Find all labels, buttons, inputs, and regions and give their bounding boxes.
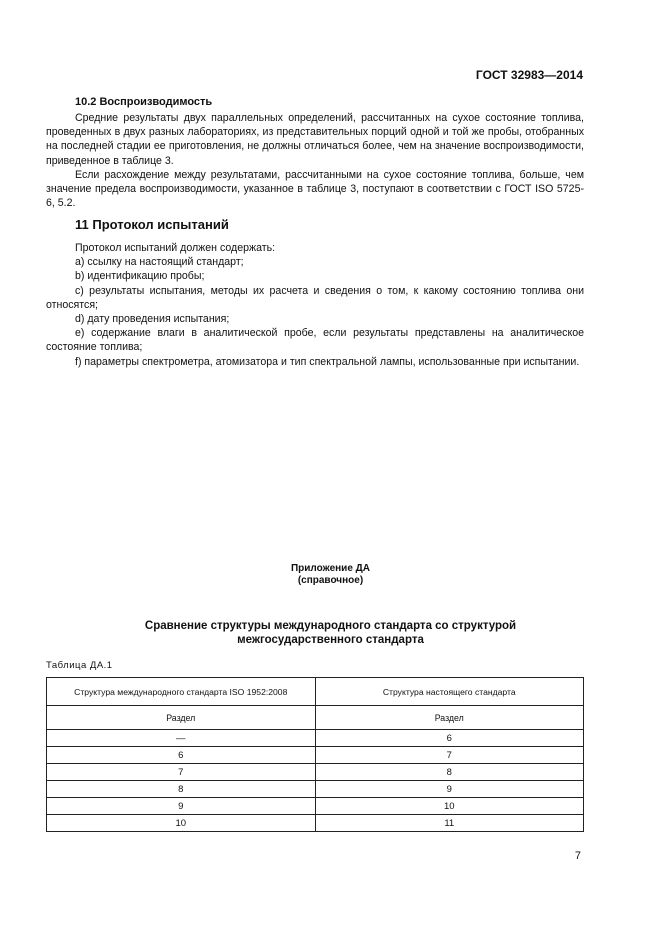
appendix-subtitle: (справочное) — [297, 575, 364, 586]
table-cell: 7 — [315, 747, 584, 764]
subheader-section: Раздел — [47, 706, 316, 730]
table-cell: — — [47, 730, 316, 747]
section-10-2-title: 10.2 Воспроизводимость — [75, 96, 213, 108]
paragraph: Средние результаты двух параллельных определений, рассчитанных на сухое состояние топлива, проведенных в двух разных лабораториях, из представительных порций одной и той же пробы, отобранных на последней стадии ее приготовления, не должны отличаться более, чем на значение воспроизводимости, приведенное в таблице 3. — [46, 112, 584, 167]
paragraph: Если расхождение между результатами, рассчитанными на сухое состояние топлива, больше, чем значение предела воспроизводимости, указанное в таблице 3, поступают в соответствии с ГОСТ ISO 5725-6, 5.2. — [46, 168, 584, 210]
column-header-international: Структура международного стандарта ISO 1952:2008 — [47, 678, 316, 706]
table-label: Таблица ДА.1 — [46, 660, 113, 671]
protocol-list — [46, 241, 584, 369]
comparison-table — [46, 677, 584, 832]
list-item: f) параметры спектрометра, атомизатора и тип спектральной лампы, использованные при испытании. — [75, 355, 580, 368]
section-11-title: 11 Протокол испытаний — [75, 217, 229, 232]
standard-code: ГОСТ 32983—2014 — [475, 68, 583, 82]
list-item: e) содержание влаги в аналитической пробе, если результаты представлены на аналитическое состояние топлива; — [46, 327, 584, 354]
subheader-section: Раздел — [315, 706, 584, 730]
table-row — [47, 764, 584, 781]
table-cell: 10 — [315, 798, 584, 815]
appendix-label — [0, 563, 661, 587]
list-intro: Протокол испытаний должен содержать: — [75, 242, 276, 254]
table-cell: 6 — [315, 730, 584, 747]
list-item: c) результаты испытания, методы их расчета и сведения о том, к какому состоянию топлива они относятся; — [46, 284, 584, 311]
table-cell: 9 — [47, 798, 316, 815]
table-cell: 8 — [315, 764, 584, 781]
appendix-heading-line: Сравнение структуры международного стандарта со структурой — [144, 620, 517, 632]
table-row — [47, 730, 584, 747]
section-10-2-body — [46, 111, 584, 210]
table-cell: 8 — [47, 781, 316, 798]
list-item: d) дату проведения испытания; — [75, 313, 230, 326]
table-cell: 10 — [47, 815, 316, 832]
table-row — [47, 798, 584, 815]
appendix-title: Приложение ДА — [290, 563, 371, 574]
table-cell: 7 — [47, 764, 316, 781]
table-row — [47, 815, 584, 832]
column-header-national: Структура настоящего стандарта — [315, 678, 584, 706]
table-cell: 11 — [315, 815, 584, 832]
list-item: a) ссылку на настоящий стандарт; — [75, 256, 244, 269]
table-cell: 6 — [47, 747, 316, 764]
appendix-heading — [0, 619, 661, 647]
table-row — [47, 781, 584, 798]
appendix-heading-line: межгосударственного стандарта — [237, 634, 424, 646]
list-item: b) идентификацию пробы; — [75, 270, 205, 283]
page-number: 7 — [574, 850, 581, 862]
table-cell: 9 — [315, 781, 584, 798]
table-row — [47, 747, 584, 764]
